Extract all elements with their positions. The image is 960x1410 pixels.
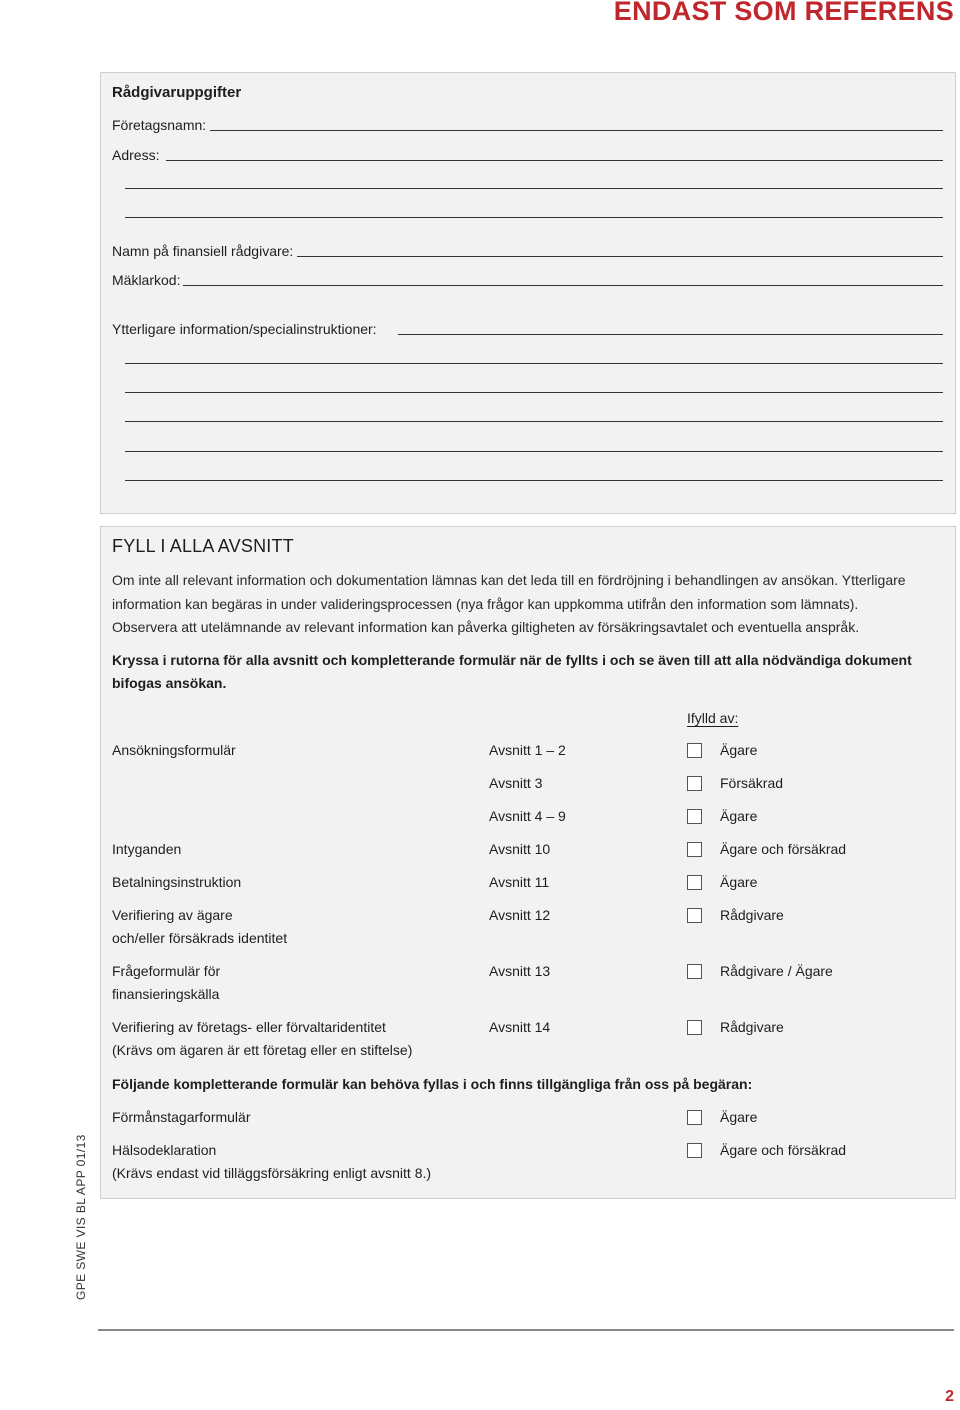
document-name-line2: och/eller försäkrads identitet bbox=[112, 930, 288, 946]
broker-code-label: Mäklarkod: bbox=[112, 272, 181, 288]
filled-by-value: Rådgivare / Ägare bbox=[720, 963, 833, 979]
completion-checkbox[interactable] bbox=[687, 809, 702, 824]
address-label: Adress: bbox=[112, 147, 160, 163]
document-name: Ansökningsformulär bbox=[112, 742, 236, 758]
document-name: Verifiering av ägare bbox=[112, 907, 233, 923]
document-name-line2: finansieringskälla bbox=[112, 986, 220, 1002]
filled-by-value: Ägare bbox=[720, 808, 758, 824]
extra-info-field-6[interactable] bbox=[125, 480, 943, 481]
address-field-1[interactable] bbox=[166, 160, 943, 161]
filled-by-value: Försäkrad bbox=[720, 775, 784, 791]
supplementary-filled-by: Ägare och försäkrad bbox=[720, 1142, 847, 1158]
completion-checkbox[interactable] bbox=[687, 1020, 702, 1035]
section-range: Avsnitt 3 bbox=[489, 775, 543, 791]
advisor-details-panel bbox=[100, 72, 956, 514]
document-name: Frågeformulär för bbox=[112, 963, 221, 979]
extra-info-label: Ytterligare information/specialinstruktioner: bbox=[112, 321, 377, 337]
page-number: 2 bbox=[945, 1388, 954, 1405]
completion-checkbox[interactable] bbox=[687, 776, 702, 791]
filled-by-value: Rådgivare bbox=[720, 1019, 784, 1035]
supplementary-forms-heading: Följande kompletterande formulär kan behöva fyllas i och finns tillgängliga från oss på begäran: bbox=[112, 1076, 753, 1092]
footer-divider bbox=[98, 1329, 954, 1331]
supplementary-document-note: (Krävs endast vid tilläggsförsäkring enligt avsnitt 8.) bbox=[112, 1165, 432, 1181]
supplementary-filled-by: Ägare bbox=[720, 1109, 758, 1125]
address-field-2[interactable] bbox=[125, 188, 943, 189]
filled-by-value: Ägare bbox=[720, 874, 758, 890]
extra-info-field-1[interactable] bbox=[398, 334, 943, 335]
intro-line-1: Om inte all relevant information och dokumentation lämnas kan det leda till en fördröjning i behandlingen av ansökan. Ytterligare bbox=[112, 572, 906, 588]
supplementary-checkbox[interactable] bbox=[687, 1143, 702, 1158]
address-field-3[interactable] bbox=[125, 217, 943, 218]
instruction-line-2: bifogas ansökan. bbox=[112, 675, 227, 691]
document-name-line2: (Krävs om ägaren är ett företag eller en stiftelse) bbox=[112, 1042, 413, 1058]
section-range: Avsnitt 1 – 2 bbox=[489, 742, 566, 758]
section-range: Avsnitt 10 bbox=[489, 841, 551, 857]
form-code: GPE SWE VIS BL APP 01/13 bbox=[74, 1134, 88, 1300]
completion-checkbox[interactable] bbox=[687, 743, 702, 758]
completion-checkbox[interactable] bbox=[687, 964, 702, 979]
extra-info-field-2[interactable] bbox=[125, 363, 943, 364]
advisor-name-field[interactable] bbox=[297, 256, 943, 257]
filled-by-value: Ägare och försäkrad bbox=[720, 841, 847, 857]
completion-checkbox[interactable] bbox=[687, 908, 702, 923]
filled-by-value: Ägare bbox=[720, 742, 758, 758]
company-name-label: Företagsnamn: bbox=[112, 117, 207, 133]
extra-info-field-3[interactable] bbox=[125, 392, 943, 393]
advisor-details-title: Rådgivaruppgifter bbox=[112, 84, 242, 101]
filled-by-header: Ifylld av: bbox=[687, 710, 739, 726]
filled-by-value: Rådgivare bbox=[720, 907, 784, 923]
company-name-field[interactable] bbox=[210, 130, 943, 131]
extra-info-field-4[interactable] bbox=[125, 421, 943, 422]
reference-only-banner: ENDAST SOM REFERENS bbox=[613, 0, 954, 26]
intro-line-2: information kan begäras in under valideringsprocessen (nya frågor kan uppkomma utifrån den information som lämnats). bbox=[112, 596, 859, 612]
supplementary-document-name: Hälsodeklaration bbox=[112, 1142, 217, 1158]
document-name: Verifiering av företags- eller förvaltaridentitet bbox=[112, 1019, 386, 1035]
advisor-name-label: Namn på finansiell rådgivare: bbox=[112, 243, 294, 259]
supplementary-document-name: Förmånstagarformulär bbox=[112, 1109, 251, 1125]
fill-all-sections-title: FYLL I ALLA AVSNITT bbox=[112, 536, 294, 556]
intro-line-3: Observera att utelämnande av relevant information kan påverka giltigheten av försäkringsavtalet och eventuella anspråk. bbox=[112, 619, 860, 635]
completion-checkbox[interactable] bbox=[687, 842, 702, 857]
supplementary-checkbox[interactable] bbox=[687, 1110, 702, 1125]
broker-code-field[interactable] bbox=[183, 285, 943, 286]
document-name: Betalningsinstruktion bbox=[112, 874, 242, 890]
document-name: Intyganden bbox=[112, 841, 182, 857]
section-range: Avsnitt 13 bbox=[489, 963, 551, 979]
extra-info-field-5[interactable] bbox=[125, 451, 943, 452]
section-range: Avsnitt 11 bbox=[489, 874, 550, 890]
section-range: Avsnitt 4 – 9 bbox=[489, 808, 566, 824]
completion-checkbox[interactable] bbox=[687, 875, 702, 890]
section-range: Avsnitt 14 bbox=[489, 1019, 551, 1035]
instruction-line-1: Kryssa i rutorna för alla avsnitt och kompletterande formulär när de fyllts i och se även till att alla nödvändiga dokument bbox=[112, 652, 912, 668]
section-range: Avsnitt 12 bbox=[489, 907, 551, 923]
